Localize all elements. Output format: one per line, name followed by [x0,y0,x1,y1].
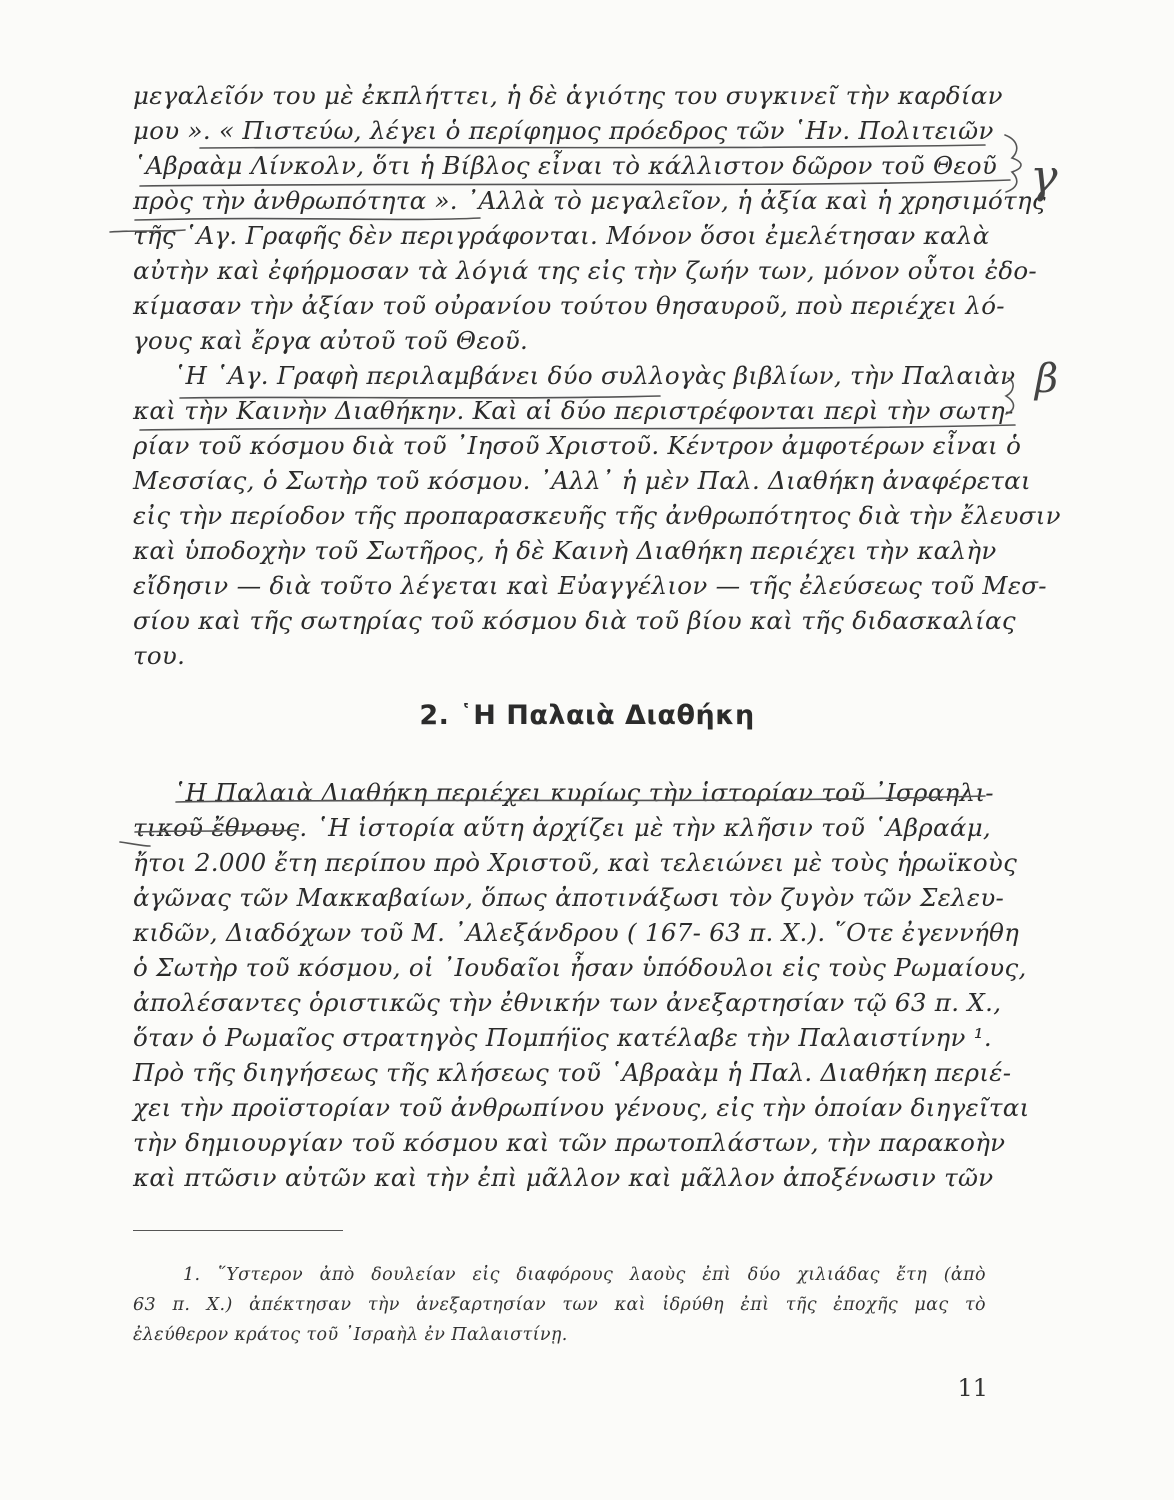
footnote-line: 1. ῞Υστερον ἀπὸ δουλείαν εἰς διαφόρους λαοὺς ἐπὶ δύο χιλιάδας ἔτη (ἀπὸ [183,1265,986,1285]
text-line: ὁ Σωτὴρ τοῦ κόσμου, οἱ ᾿Ιουδαῖοι ἦσαν ὑπόδουλοι εἰς τοὺς Ρωμαίους, [133,953,1027,982]
text-line: καὶ πτῶσιν αὐτῶν καὶ τὴν ἐπὶ μᾶλλον καὶ μᾶλλον ἀποξένωσιν τῶν [133,1163,994,1192]
text-line: τικοῦ ἔθνους. ῾Η ἱστορία αὕτη ἀρχίζει μὲ τὴν κλῆσιν τοῦ ῾Αβραάμ, [133,813,992,842]
text-line: Μεσσίας, ὁ Σωτὴρ τοῦ κόσμου. ᾿Αλλ᾿ ἡ μὲν Παλ. Διαθήκη ἀναφέρεται [133,466,1031,495]
body-text-top [133,78,1061,673]
text-line: κιδῶν, Διαδόχων τοῦ Μ. ᾿Αλεξάνδρου ( 167- 63 π. Χ.). ῞Οτε ἐγεννήθη [133,918,1020,947]
footnote-line: ἐλεύθερον κράτος τοῦ ᾿Ισραὴλ ἐν Παλαιστίνῃ. [133,1325,568,1345]
text-line: ὅταν ὁ Ρωμαῖος στρατηγὸς Πομπήϊος κατέλαβε τὴν Παλαιστίνην ¹. [133,1023,992,1052]
body-text-bottom [133,775,1030,1195]
text-line: καὶ ὑποδοχὴν τοῦ Σωτῆρος, ἡ δὲ Καινὴ Διαθήκη περιέχει τὴν καλὴν [133,536,997,565]
footnote [133,1260,986,1350]
text-line: τῆς ῾Αγ. Γραφῆς δὲν περιγράφονται. Μόνον ὅσοι ἐμελέτησαν καλὰ [133,221,990,250]
text-line: εἴδησιν — διὰ τοῦτο λέγεται καὶ Εὐαγγέλιον — τῆς ἐλεύσεως τοῦ Μεσ- [133,571,1047,600]
text-line: του. [133,641,186,670]
text-line: ἀγῶνας τῶν Μακκαβαίων, ὅπως ἀποτινάξωσι τὸν ζυγὸν τῶν Σελευ- [133,883,1005,912]
text-line: χει τὴν προϊστορίαν τοῦ ἀνθρωπίνου γένους, εἰς τὴν ὁποίαν διηγεῖται [133,1093,1030,1122]
text-line: μου ». « Πιστεύω, λέγει ὁ περίφημος πρόεδρος τῶν ῾Ην. Πολιτειῶν [133,116,994,145]
margin-note: β [1035,356,1059,402]
footnote-line: 63 π. Χ.) ἀπέκτησαν τὴν ἀνεξαρτησίαν των καὶ ἱδρύθη ἐπὶ τῆς ἐποχῆς μας τὸ [133,1295,986,1315]
text-line: ἀπολέσαντες ὁριστικῶς τὴν ἐθνικήν των ἀνεξαρτησίαν τῷ 63 π. Χ., [133,988,1002,1017]
text-line: γους καὶ ἔργα αὐτοῦ τοῦ Θεοῦ. [133,326,529,355]
footnote-divider [133,1230,343,1231]
margin-brace [1005,135,1021,192]
text-line: ἤτοι 2.000 ἔτη περίπου πρὸ Χριστοῦ, καὶ τελειώνει μὲ τοὺς ἡρωϊκοὺς [133,848,1018,877]
text-line: ρίαν τοῦ κόσμου διὰ τοῦ ᾿Ιησοῦ Χριστοῦ. Κέντρον ἀμφοτέρων εἶναι ὁ [133,431,1022,460]
text-line: πρὸς τὴν ἀνθρωπότητα ». ᾿Αλλὰ τὸ μεγαλεῖον, ἡ ἀξία καὶ ἡ χρησιμότης [133,186,1046,215]
text-line: μεγαλεῖόν του μὲ ἐκπλήττει, ἡ δὲ ἁγιότης του συγκινεῖ τὴν καρδίαν [133,81,1003,110]
text-line: Πρὸ τῆς διηγήσεως τῆς κλήσεως τοῦ ῾Αβραὰμ ἡ Παλ. Διαθήκη περιέ- [133,1058,1012,1087]
text-line: καὶ τὴν Καινὴν Διαθήκην. Καὶ αἱ δύο περιστρέφονται περὶ τὴν σωτη- [133,396,1014,425]
page-number: 11 [957,1374,988,1402]
section-heading: 2. ῾Η Παλαιὰ Διαθήκη [419,700,755,731]
text-line: ῾Αβραὰμ Λίνκολν, ὅτι ἡ Βίβλος εἶναι τὸ κάλλιστον δῶρον τοῦ Θεοῦ [133,151,998,180]
margin-note: γ [1030,149,1058,203]
text-line: ῾Η ῾Αγ. Γραφὴ περιλαμβάνει δύο συλλογὰς βιβλίων, τὴν Παλαιὰν [173,361,1016,390]
text-line: ῾Η Παλαιὰ Διαθήκη περιέχει κυρίως τὴν ἱστορίαν τοῦ ᾿Ισραηλι- [173,778,994,807]
text-line: εἰς τὴν περίοδον τῆς προπαρασκευῆς τῆς ἀνθρωπότητος διὰ τὴν ἔλευσιν [133,501,1061,530]
text-line: σίου καὶ τῆς σωτηρίας τοῦ κόσμου διὰ τοῦ βίου καὶ τῆς διδασκαλίας [133,606,1016,635]
text-line: κίμασαν τὴν ἀξίαν τοῦ οὐρανίου τούτου θησαυροῦ, ποὺ περιέχει λό- [133,291,1005,320]
text-line: τὴν δημιουργίαν τοῦ κόσμου καὶ τῶν πρωτοπλάστων, τὴν παρακοὴν [133,1128,1006,1157]
text-line: αὐτὴν καὶ ἐφήρμοσαν τὰ λόγιά της εἰς τὴν ζωήν των, μόνον οὗτοι ἐδο- [133,256,1038,285]
